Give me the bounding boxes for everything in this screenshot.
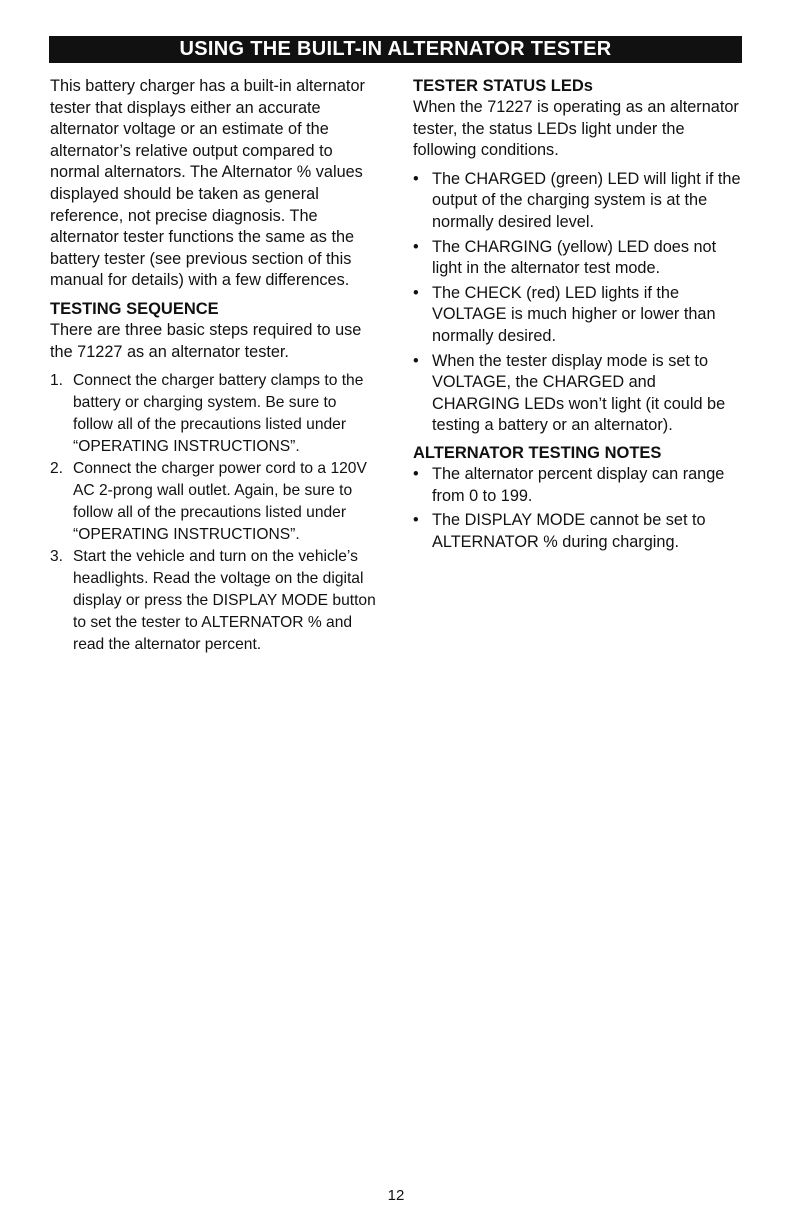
bullet-text: The CHARGED (green) LED will light if the output of the charging system is at the normally desired level. xyxy=(432,169,741,231)
bullet-text: When the tester display mode is set to VOLTAGE, the CHARGED and CHARGING LEDs won’t light (it could be testing a battery or an alternator). xyxy=(432,351,726,435)
list-item xyxy=(413,351,748,437)
intro-paragraph: This battery charger has a built-in alternator tester that displays either an accurate alternator voltage or an estimate of the alternator’s relative output compared to normal alternators. The Alternator % values displayed should be taken as general reference, not precise diagnosis. The alternator tester functions the same as the battery tester (see previous section of this manual for details) with a few differences. xyxy=(50,77,365,290)
bullet-icon: • xyxy=(413,351,419,370)
list-item xyxy=(50,370,380,458)
list-item xyxy=(413,464,748,507)
list-item xyxy=(413,237,748,280)
list-item xyxy=(413,510,748,553)
right-column xyxy=(413,76,748,556)
bullet-icon: • xyxy=(413,464,419,483)
bullet-icon: • xyxy=(413,169,419,188)
section-title-banner: USING THE BUILT-IN ALTERNATOR TESTER xyxy=(49,36,742,63)
bullet-text: The CHECK (red) LED lights if the VOLTAGE is much higher or lower than normally desired. xyxy=(432,283,716,345)
tester-status-leds-heading: TESTER STATUS LEDs xyxy=(413,77,593,95)
step-number: 2. xyxy=(50,460,64,478)
bullet-text: The CHARGING (yellow) LED does not light in the alternator test mode. xyxy=(432,237,717,278)
bullet-icon: • xyxy=(413,511,419,530)
list-item xyxy=(413,283,748,348)
bullet-icon: • xyxy=(413,237,419,256)
testing-notes-list xyxy=(413,464,748,553)
status-leds-list xyxy=(413,169,748,437)
list-item xyxy=(413,169,748,234)
bullet-text: The alternator percent display can range from 0 to 199. xyxy=(432,464,725,505)
list-item xyxy=(50,458,380,546)
testing-sequence-lead: There are three basic steps required to use the 71227 as an alternator tester. xyxy=(50,320,362,361)
alternator-testing-notes-heading: ALTERNATOR TESTING NOTES xyxy=(413,443,662,462)
bullet-text: The DISPLAY MODE cannot be set to ALTERNATOR % during charging. xyxy=(432,511,706,551)
left-column xyxy=(50,76,380,656)
bullet-icon: • xyxy=(413,283,419,302)
step-number: 3. xyxy=(50,548,64,566)
step-text: Start the vehicle and turn on the vehicle’s headlights. Read the voltage on the digital display or press the DISPLAY MODE button to set the tester to ALTERNATOR % and read the alternator percent. xyxy=(73,548,376,654)
list-item xyxy=(50,546,380,656)
step-number: 1. xyxy=(50,372,64,390)
step-text: Connect the charger power cord to a 120V AC 2-prong wall outlet. Again, be sure to follow all of the precautions listed under “OPERATING INSTRUCTIONS”. xyxy=(73,460,367,544)
page-number: 12 xyxy=(387,1187,405,1204)
testing-sequence-heading: TESTING SEQUENCE xyxy=(50,299,219,318)
testing-steps-list xyxy=(50,370,380,656)
tester-status-leds-lead: When the 71227 is operating as an alternator tester, the status LEDs light under the following conditions. xyxy=(413,98,739,160)
step-text: Connect the charger battery clamps to the battery or charging system. Be sure to follow all of the precautions listed under “OPERATING INSTRUCTIONS”. xyxy=(73,372,364,456)
